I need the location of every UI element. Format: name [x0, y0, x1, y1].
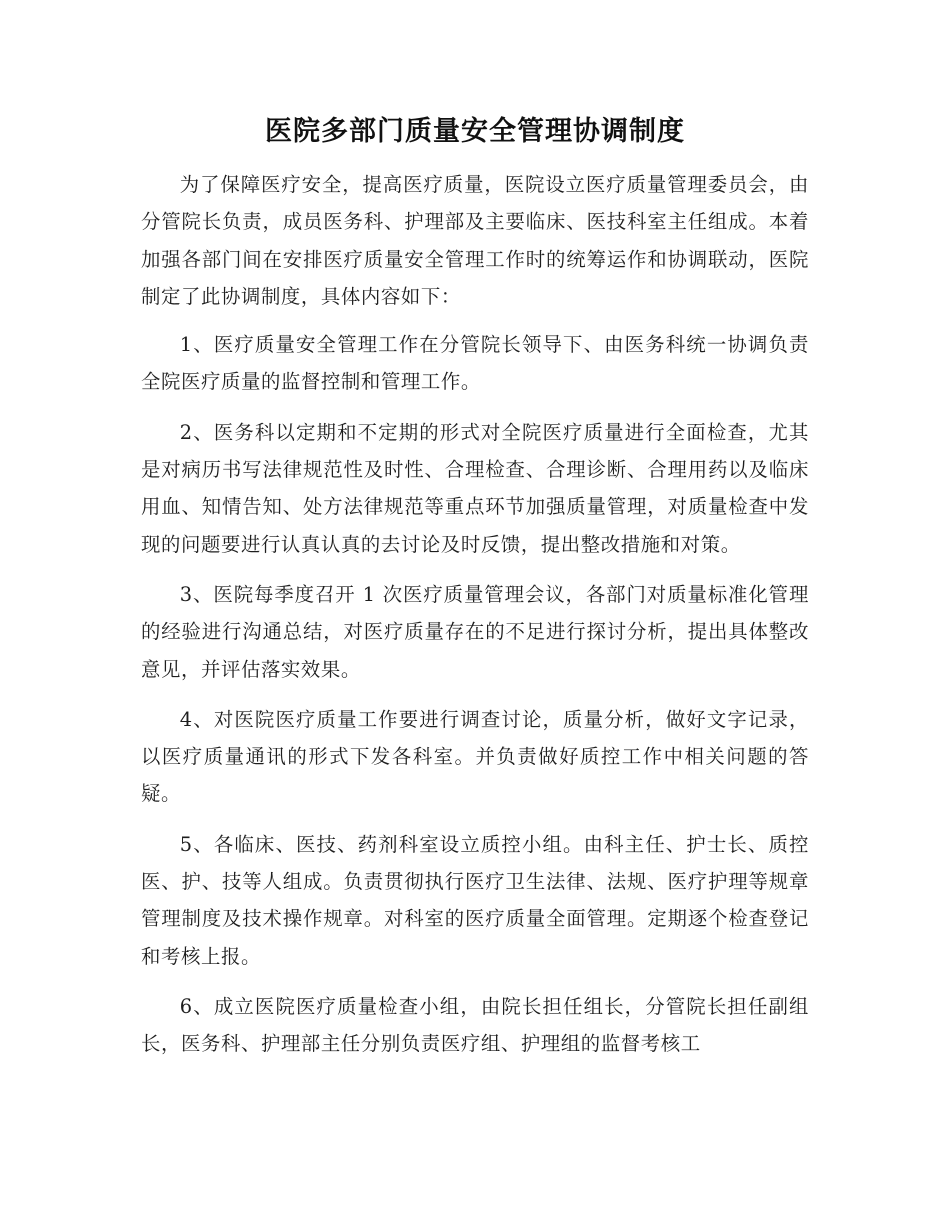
- document-title: 医院多部门质量安全管理协调制度: [265, 116, 685, 147]
- clause-5-paragraph: 5、各临床、医技、药剂科室设立质控小组。由科主任、护士长、质控医、护、技等人组成。负责贯彻执行医疗卫生法律、法规、医疗护理等规章管理制度及技术操作规章。对科室的医疗质量全面管理。定期逐个检查登记和考核上报。: [141, 832, 809, 968]
- clause-1-paragraph: 1、医疗质量安全管理工作在分管院长领导下、由医务科统一协调负责全院医疗质量的监督控制和管理工作。: [141, 333, 809, 394]
- document-body: [141, 166, 809, 1076]
- clause-2-paragraph: 2、医务科以定期和不定期的形式对全院医疗质量进行全面检查，尤其是对病历书写法律规范性及时性、合理检查、合理诊断、合理用药以及临床用血、知情告知、处方法律规范等重点环节加强质量管理，对质量检查中发现的问题要进行认真认真的去讨论及时反馈，提出整改措施和对策。: [141, 420, 809, 556]
- intro-paragraph: 为了保障医疗安全，提高医疗质量，医院设立医疗质量管理委员会，由分管院长负责，成员医务科、护理部及主要临床、医技科室主任组成。本着加强各部门间在安排医疗质量安全管理工作时的统筹运作和协调联动，医院制定了此协调制度，具体内容如下：: [141, 173, 809, 308]
- clause-6-paragraph: 6、成立医院医疗质量检查小组，由院长担任组长，分管院长担任副组长，医务科、护理部主任分别负责医疗组、护理组的监督考核工: [141, 994, 809, 1056]
- clause-4-paragraph: 4、对医院医疗质量工作要进行调查讨论，质量分析，做好文字记录，以医疗质量通讯的形式下发各科室。并负责做好质控工作中相关问题的答疑。: [141, 707, 809, 806]
- clause-3-paragraph: 3、医院每季度召开 1 次医疗质量管理会议，各部门对质量标准化管理的经验进行沟通总结，对医疗质量存在的不足进行探讨分析，提出具体整改意见，并评估落实效果。: [141, 582, 809, 681]
